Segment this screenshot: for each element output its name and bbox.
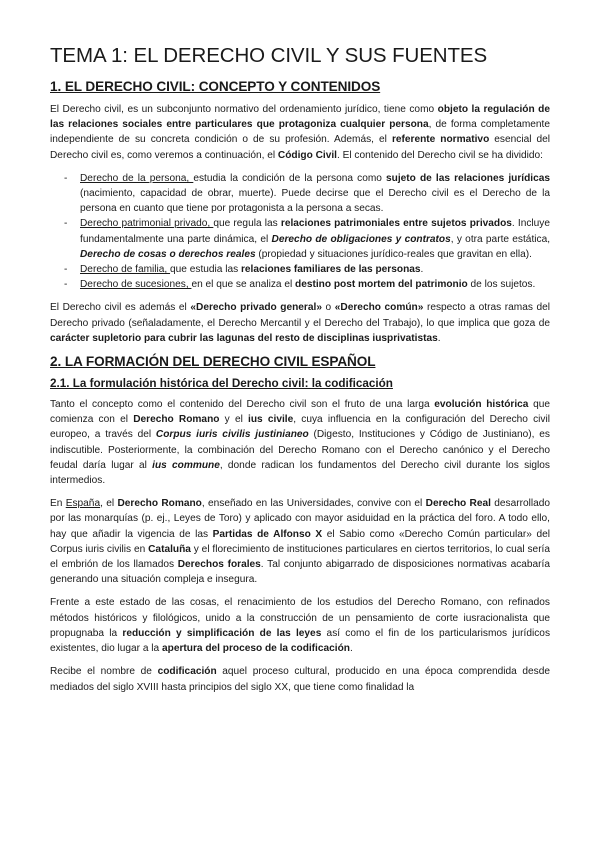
list-item: - Derecho de la persona, estudia la condición de la persona como sujeto de las relaciones jurídicas (nacimiento, capacidad de obrar, muerte). Puede decirse que el Derecho civil es el Derecho de la persona en cuanto que tiene por protagonista a la persona a secas. bbox=[64, 172, 550, 215]
document-title: TEMA 1: EL DERECHO CIVIL Y SUS FUENTES bbox=[50, 44, 488, 67]
list-item: - Derecho de sucesiones, en el que se analiza el destino post mortem del patrimonio de los sujetos. bbox=[64, 279, 536, 291]
list-item: - Derecho patrimonial privado, que regula las relaciones patrimoniales entre sujetos privados. Incluye fundamentalmente una parte dinámica, el Derecho de obligaciones y contratos, y otra parte estática, Derecho de cosas o derechos reales (propiedad y situaciones jurídico-reales que gravitan en ella). bbox=[64, 218, 551, 260]
paragraph-civil-law-definition: El Derecho civil, es un subconjunto normativo del ordenamiento jurídico, tiene como objeto la regulación de las relaciones sociales entre particulares que protagoniza cualquier persona, de forma completamente independiente de su concreta condición o de su profesión. Además, el referente normativo esencial del Derecho civil es, como veremos a continuación, el Código Civil. El contenido del Derecho civil se ha dividido: bbox=[50, 104, 551, 161]
paragraph-historical-evolution: Tanto el concepto como el contenido del Derecho civil son el fruto de una larga evolución histórica que comienza con el Derecho Romano y el ius civile, cuya influencia en la configuración del Derecho civil europeo, a través del Corpus iuris civilis justinianeo (Digesto, Instituciones y Código de Justiniano), es indiscutible. Posteriormente, la combinación del Derecho Romano con el Derecho canónico y el Derecho feudal daría lugar al ius commune, donde radican los fundamentos del Derecho civil durante los siglos intermedios. bbox=[50, 399, 550, 487]
section-2-heading: 2. LA FORMACIÓN DEL DERECHO CIVIL ESPAÑOL bbox=[50, 354, 376, 370]
paragraph-private-general-law: El Derecho civil es además el «Derecho privado general» o «Derecho común» respecto a otras ramas del Derecho privado (señaladamente, el Derecho Mercantil y el Derecho del Trabajo), lo que implica que goza de carácter supletorio para cubrir las lagunas del resto de disciplinas iusprivatistas. bbox=[50, 302, 551, 344]
subsection-2-1-heading: 2.1. La formulación histórica del Derecho civil: la codificación bbox=[50, 377, 393, 391]
section-1-heading: 1. EL DERECHO CIVIL: CONCEPTO Y CONTENIDOS bbox=[50, 79, 381, 94]
paragraph-codification-opening: Frente a este estado de las cosas, el renacimiento de los estudios del Derecho Romano, con refinados métodos históricos y filológicos, unido a la construcción de un pensamiento de corte iusracionalista que propugnaba la reducción y simplificación de las leyes así como el fin de los particularismos jurídicos existentes, dio lugar a la apertura del proceso de la codificación. bbox=[50, 597, 551, 655]
paragraph-codification-definition: Recibe el nombre de codificación aquel proceso cultural, producido en una época comprendida desde mediados del siglo XVIII hasta principios del siglo XX, que tiene como finalidad la bbox=[50, 666, 550, 693]
paragraph-spain: En España, el Derecho Romano, enseñado en las Universidades, convive con el Derecho Real desarrollado por las monarquías (p. ej., Leyes de Toro) y aplicado con mayor asiduidad en la práctica del foro. A todo ello, hay que añadir la vigencia de las Partidas de Alfonso X el Sabio como «Derecho Común particular» del Corpus iuris civilis en Cataluña y el florecimiento de instituciones particulares en ciertos territorios, lo cual sería el embrión de los llamados Derechos forales. Tal conjunto abigarrado de disposiciones normativas acabaría generando una situación compleja e insegura. bbox=[50, 498, 551, 586]
civil-law-contents-list bbox=[50, 171, 550, 293]
document-page bbox=[50, 44, 550, 703]
list-item: - Derecho de familia, que estudia las relaciones familiares de las personas. bbox=[64, 264, 424, 276]
